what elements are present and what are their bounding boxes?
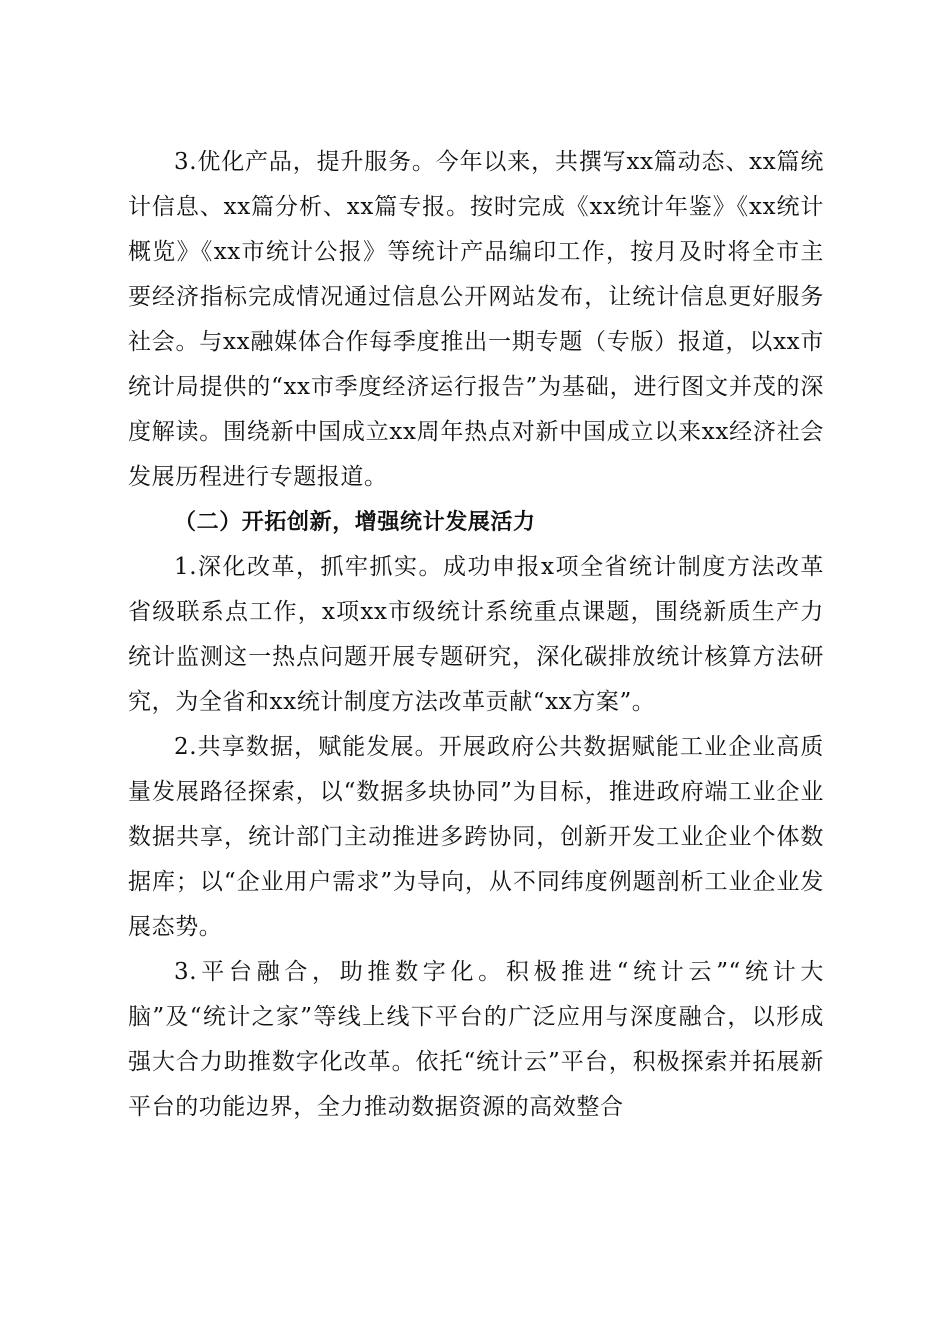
paragraph-deepen-reform: 1.深化改革，抓牢抓实。成功申报x项全省统计制度方法改革省级联系点工作，x项xx市级统计系统重点课题，围绕新质生产力统计监测这一热点问题开展专题研究，深化碳排放统计核算方法研究，为全省和xx统计制度方法改革贡献“xx方案”。 bbox=[128, 554, 824, 715]
document-page bbox=[128, 140, 824, 1130]
section-heading-innovation: （二）开拓创新，增强统计发展活力 bbox=[174, 510, 536, 535]
paragraph-platform-integration: 3.平台融合，助推数字化。积极推进“统计云”“统计大脑”及“统计之家”等线上线下平台的广泛应用与深度融合，以形成强大合力助推数字化改革。依托“统计云”平台，积极探索并拓展新平台的功能边界，全力推动数据资源的高效整合 bbox=[128, 959, 824, 1120]
paragraph-product-service: 3.优化产品，提升服务。今年以来，共撰写xx篇动态、xx篇统计信息、xx篇分析、xx篇专报。按时完成《xx统计年鉴》《xx统计概览》《xx市统计公报》等统计产品编印工作，按月及时将全市主要经济指标完成情况通过信息公开网站发布，让统计信息更好服务社会。与xx融媒体合作每季度推出一期专题（专版）报道，以xx市统计局提供的“xx市季度经济运行报告”为基础，进行图文并茂的深度解读。围绕新中国成立xx周年热点对新中国成立以来xx经济社会发展历程进行专题报道。 bbox=[128, 149, 824, 490]
paragraph-share-data: 2.共享数据，赋能发展。开展政府公共数据赋能工业企业高质量发展路径探索，以“数据多块协同”为目标，推进政府端工业企业数据共享，统计部门主动推进多跨协同，创新开发工业企业个体数据库；以“企业用户需求”为导向，从不同纬度例题剖析工业企业发展态势。 bbox=[128, 734, 824, 940]
